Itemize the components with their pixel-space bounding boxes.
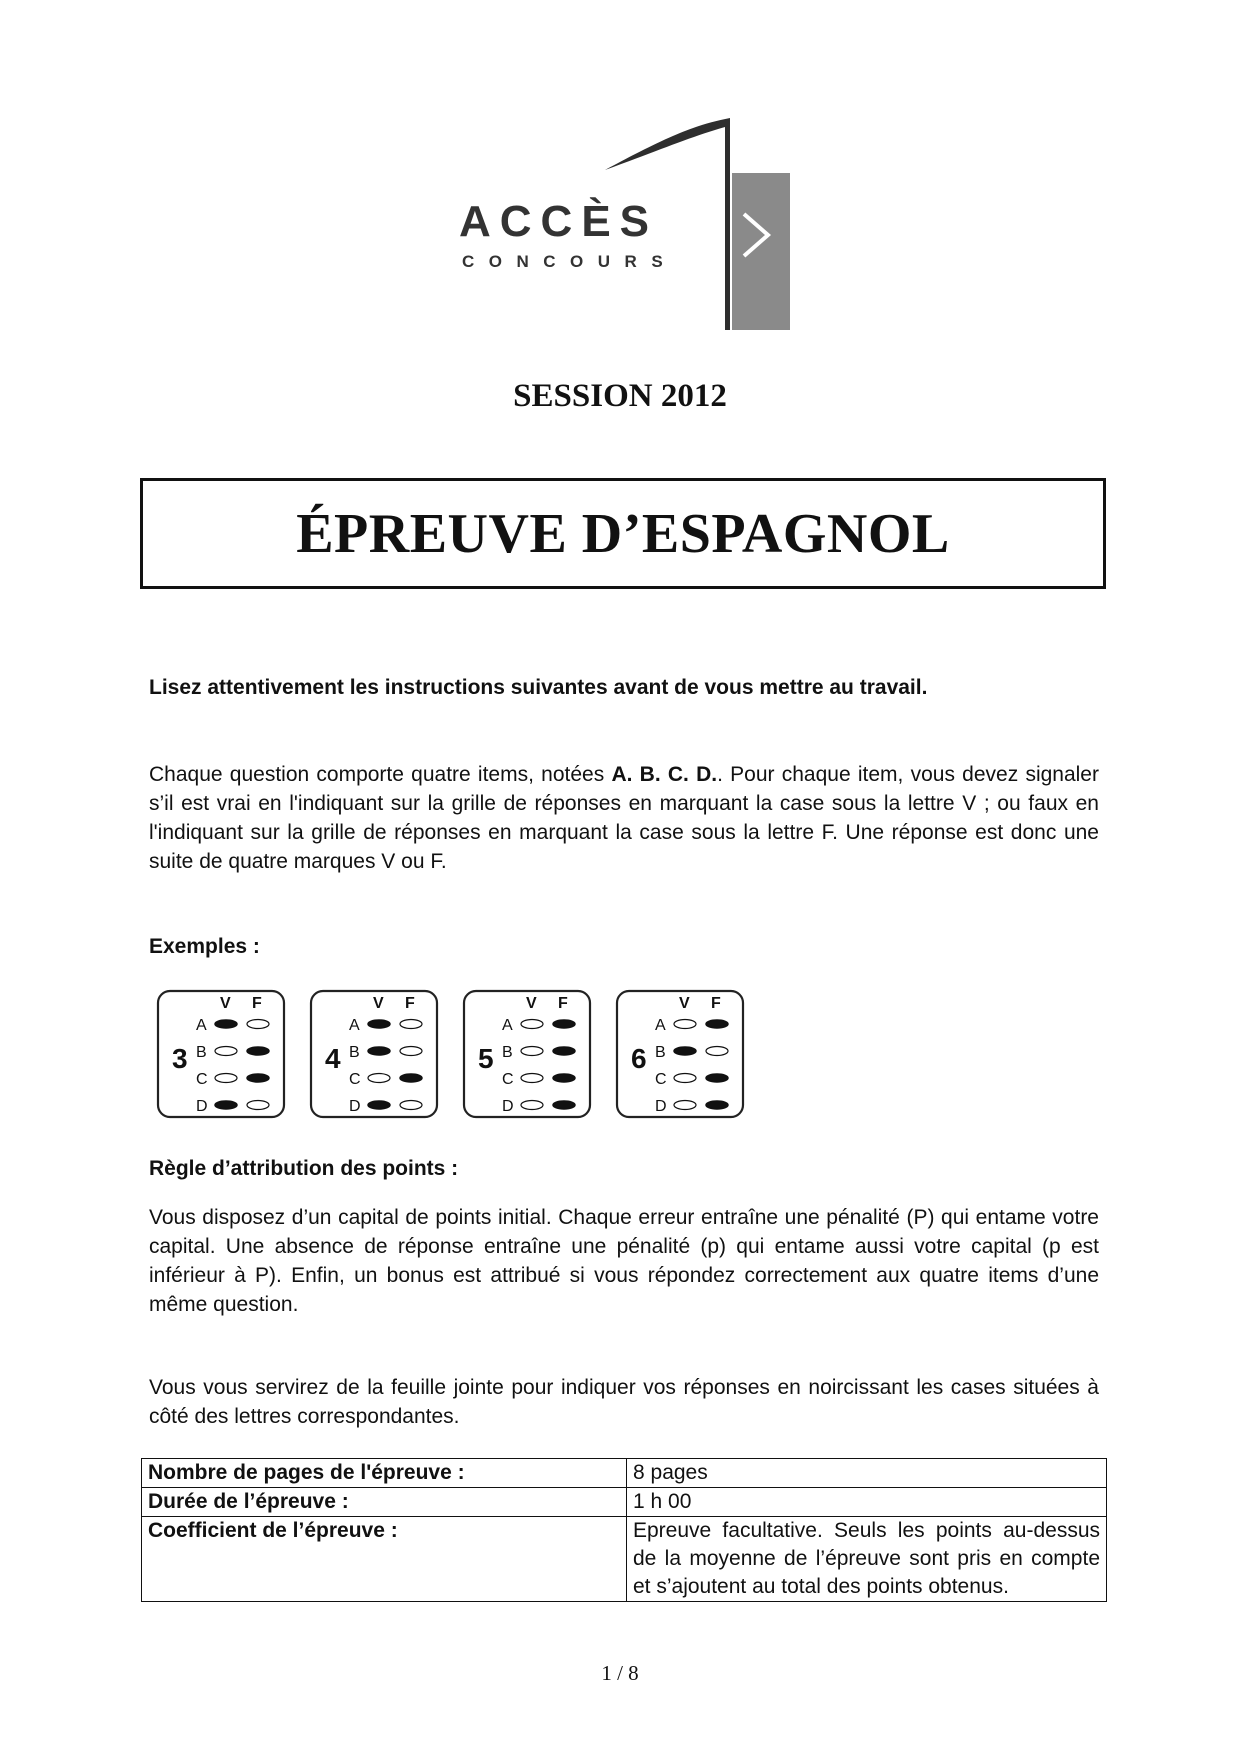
instructions-after: . Pour chaque item, vous devez signaler s’il est vrai en l'indiquant sur la grille de réponses en marquant la case sous la lettre V ; ou faux en l'indiquant sur la grille de réponses en marquant la case sous la lettre F. Une réponse est donc une suite de quatre marques V ou F. xyxy=(149,763,1099,873)
example-bubble-filled xyxy=(368,1101,390,1109)
example-bubble-filled xyxy=(368,1020,390,1028)
example-row-letter: D xyxy=(196,1098,208,1115)
example-bubble-filled xyxy=(706,1020,728,1028)
example-bubble-filled xyxy=(553,1101,575,1109)
answer-sheet-paragraph: Vous vous servirez de la feuille jointe pour indiquer vos réponses en noircissant les cases situées à côté des lettres correspondantes. xyxy=(149,1376,1099,1428)
example-bubble-empty xyxy=(674,1074,696,1083)
example-bubble-filled xyxy=(215,1101,237,1109)
logo-text-concours: CONCOURS xyxy=(462,252,678,271)
example-row-letter: A xyxy=(349,1017,360,1034)
info-row xyxy=(142,1488,1107,1517)
example-header-v: V xyxy=(373,995,384,1012)
logo-grey-panel xyxy=(732,173,790,330)
info-value: 1 h 00 xyxy=(627,1488,1107,1517)
example-bubble-filled xyxy=(706,1101,728,1109)
title-box xyxy=(140,478,1106,589)
example-header-v: V xyxy=(526,995,537,1012)
example-bubble-empty xyxy=(521,1074,543,1083)
example-bubble-filled xyxy=(368,1047,390,1055)
example-bubble-empty xyxy=(706,1047,728,1056)
example-bubble-filled xyxy=(215,1020,237,1028)
example-row-letter: C xyxy=(502,1071,514,1088)
example-row-letter: C xyxy=(655,1071,667,1088)
example-header-v: V xyxy=(220,995,231,1012)
acces-concours-logo xyxy=(455,115,790,330)
examples-heading: Exemples : xyxy=(149,935,260,958)
example-header-f: F xyxy=(252,995,262,1012)
example-bubble-empty xyxy=(400,1020,422,1029)
example-bubble-filled xyxy=(553,1047,575,1055)
info-value: 8 pages xyxy=(627,1459,1107,1488)
instructions-before: Chaque question comporte quatre items, notées xyxy=(149,763,612,786)
example-bubble-empty xyxy=(521,1047,543,1056)
example-bubble-empty xyxy=(400,1047,422,1056)
example-row-letter: B xyxy=(655,1044,666,1061)
exam-info-table xyxy=(141,1458,1107,1602)
example-number: 3 xyxy=(172,1043,188,1074)
info-label: Nombre de pages de l'épreuve : xyxy=(142,1459,627,1488)
example-number: 6 xyxy=(631,1043,647,1074)
instructions-letters: A. B. C. D. xyxy=(611,763,718,786)
info-row xyxy=(142,1459,1107,1488)
example-bubble-empty xyxy=(368,1074,390,1083)
example-bubble-empty xyxy=(521,1020,543,1029)
example-row-letter: B xyxy=(349,1044,360,1061)
logo-text-acces: ACCÈS xyxy=(459,197,659,246)
example-row-letter: D xyxy=(349,1098,361,1115)
example-bubble-empty xyxy=(215,1047,237,1056)
example-row-letter: A xyxy=(502,1017,513,1034)
example-bubble-empty xyxy=(215,1074,237,1083)
example-bubble-filled xyxy=(706,1074,728,1082)
rules-heading: Règle d’attribution des points : xyxy=(149,1157,459,1180)
page-number: 1 / 8 xyxy=(601,1661,639,1685)
example-row-letter: D xyxy=(502,1098,514,1115)
example-bubble-empty xyxy=(400,1101,422,1110)
info-row xyxy=(142,1517,1107,1602)
example-bubble-filled xyxy=(247,1047,269,1055)
example-bubble-filled xyxy=(400,1074,422,1082)
intro-instruction: Lisez attentivement les instructions suivantes avant de vous mettre au travail. xyxy=(149,676,928,699)
info-label: Coefficient de l’épreuve : xyxy=(142,1517,627,1602)
example-row-letter: A xyxy=(196,1017,207,1034)
example-number: 5 xyxy=(478,1043,494,1074)
example-card xyxy=(464,991,590,1117)
example-header-f: F xyxy=(405,995,415,1012)
example-bubble-filled xyxy=(553,1020,575,1028)
example-bubble-filled xyxy=(553,1074,575,1082)
example-bubble-empty xyxy=(674,1020,696,1029)
example-row-letter: B xyxy=(196,1044,207,1061)
example-row-letter: C xyxy=(349,1071,361,1088)
example-bubble-empty xyxy=(521,1101,543,1110)
example-row-letter: D xyxy=(655,1098,667,1115)
info-label: Durée de l’épreuve : xyxy=(142,1488,627,1517)
example-header-v: V xyxy=(679,995,690,1012)
rules-paragraph: Vous disposez d’un capital de points initial. Chaque erreur entraîne une pénalité (P) qui entame votre capital. Une absence de réponse entraîne une pénalité (p) qui entame aussi votre capital (p est inférieur à P). Enfin, un bonus est attribué si vous répondez correctement aux quatre items d’une même question. xyxy=(149,1206,1099,1316)
example-card xyxy=(311,991,437,1117)
info-value: Epreuve facultative. Seuls les points au-dessus de la moyenne de l’épreuve sont pris en compte et s’ajoutent au total des points obtenus. xyxy=(627,1517,1107,1602)
example-bubble-filled xyxy=(674,1047,696,1055)
example-header-f: F xyxy=(558,995,568,1012)
example-bubble-empty xyxy=(247,1101,269,1110)
example-bubble-empty xyxy=(247,1020,269,1029)
session-title: SESSION 2012 xyxy=(513,378,727,414)
example-card xyxy=(617,991,743,1117)
example-row-letter: B xyxy=(502,1044,513,1061)
exam-info-table-body xyxy=(142,1459,1107,1602)
example-bubble-filled xyxy=(247,1074,269,1082)
example-card xyxy=(158,991,284,1117)
example-row-letter: C xyxy=(196,1071,208,1088)
answer-examples xyxy=(155,988,745,1120)
example-bubble-empty xyxy=(674,1101,696,1110)
instructions-paragraph xyxy=(149,760,1099,876)
exam-title: ÉPREUVE D’ESPAGNOL xyxy=(296,502,950,565)
example-number: 4 xyxy=(325,1043,341,1074)
example-header-f: F xyxy=(711,995,721,1012)
example-row-letter: A xyxy=(655,1017,666,1034)
